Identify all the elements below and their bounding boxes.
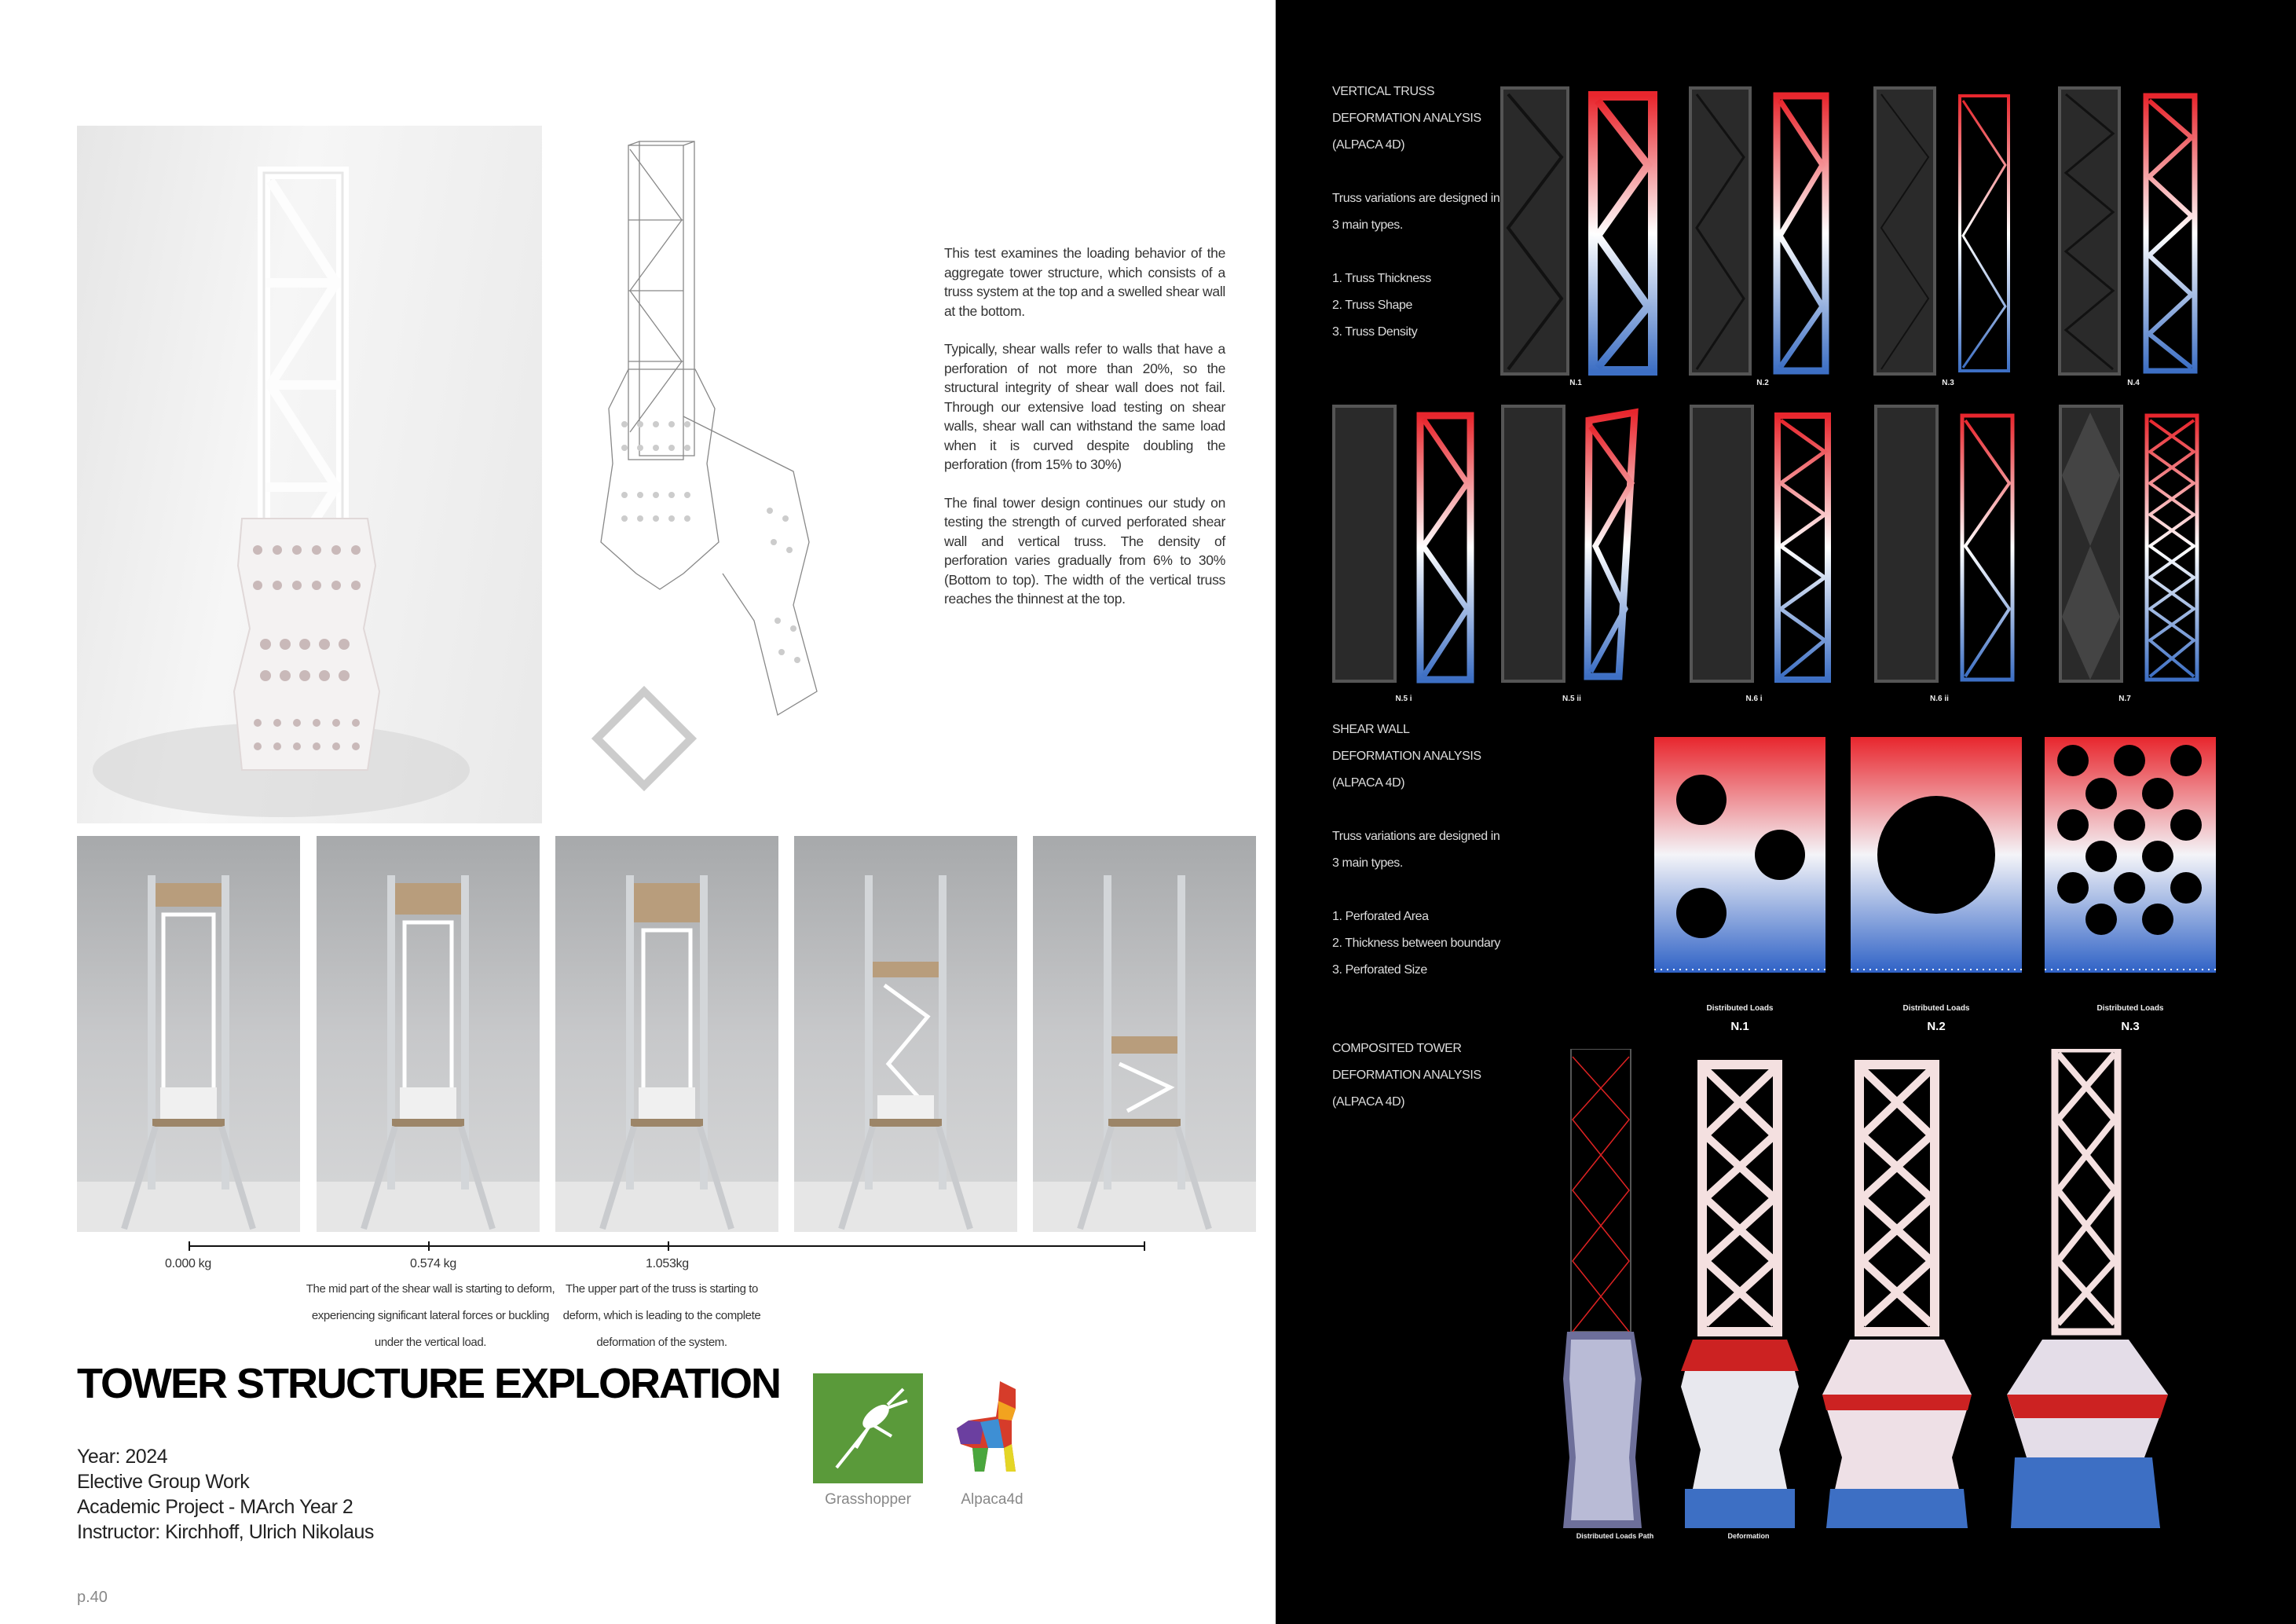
composite-caption-deformation: Deformation	[1727, 1532, 1770, 1540]
grasshopper-label: Grasshopper	[825, 1491, 911, 1508]
truss-label-n4: N.4	[2127, 379, 2140, 387]
load-timeline	[189, 1245, 1145, 1247]
project-info	[77, 1444, 374, 1545]
shear-intro-2: 3 main types.	[1332, 856, 1403, 870]
timeline-tick	[428, 1241, 430, 1251]
load-test-photo-3	[555, 836, 778, 1232]
description-paragraph-3: The final tower design continues our study on testing the strength of curved perforated shear wall and vertical truss. The density of perforation varies gradually from 6% to 30% (Bottom to top). The width of the vertical truss reaches the thinnest at the top.	[944, 494, 1225, 607]
truss-label-n7: N.7	[2118, 695, 2131, 703]
description-paragraph-2: Typically, shear walls refer to walls that have a perforation of not more than 20%, so the structural integrity of shear wall does not fail. Through our extensive load testing on shear walls, shear wall can withstand the same load when it is curved despite doubling the perforation (from 15% to 30%)	[944, 341, 1225, 472]
truss-label-n6i: N.6 i	[1745, 695, 1763, 703]
alpaca-logo-icon	[937, 1373, 1047, 1483]
info-type: Elective Group Work	[77, 1471, 250, 1493]
shear-label-n1: N.1	[1730, 1020, 1749, 1033]
load-test-photo-5	[1033, 836, 1256, 1232]
load-label-0: 0.000 kg	[165, 1257, 211, 1270]
timeline-tick	[1144, 1241, 1145, 1251]
info-year: Year: 2024	[77, 1446, 168, 1468]
truss-heading-3: (ALPACA 4D)	[1332, 138, 1405, 152]
truss-list-3: 3. Truss Density	[1332, 325, 1418, 339]
shear-load-label-1: Distributed Loads	[1706, 1004, 1774, 1013]
composite-heading-2: DEFORMATION ANALYSIS	[1332, 1069, 1481, 1082]
truss-label-n6ii: N.6 ii	[1930, 695, 1949, 703]
shear-section-label	[1332, 717, 1500, 984]
shear-load-label-3: Distributed Loads	[2096, 1004, 2164, 1013]
truss-list-2: 2. Truss Shape	[1332, 299, 1413, 312]
shear-wall-diagrams	[1654, 737, 2220, 973]
load-test-photo-2	[317, 836, 540, 1232]
truss-list-1: 1. Truss Thickness	[1332, 272, 1431, 285]
truss-row-1-diagrams	[1499, 86, 2206, 377]
page-number: p.40	[77, 1589, 108, 1606]
composite-tower-diagrams	[1563, 1049, 2207, 1536]
truss-intro-2: 3 main types.	[1332, 218, 1403, 232]
shear-list-2: 2. Thickness between boundary	[1332, 937, 1501, 950]
truss-label-n1: N.1	[1569, 379, 1582, 387]
timeline-tick	[668, 1241, 669, 1251]
timeline-tick	[189, 1241, 190, 1251]
composite-section-label	[1332, 1036, 1481, 1116]
shear-list-1: 1. Perforated Area	[1332, 910, 1429, 923]
truss-heading-1: VERTICAL TRUSS	[1332, 85, 1435, 98]
description-paragraph-1: This test examines the loading behavior of the aggregate tower structure, which consists of a truss system at the top and a swelled shear wall at the bottom.	[944, 245, 1225, 319]
shear-intro-1: Truss variations are designed in	[1332, 830, 1500, 843]
truss-section-label	[1332, 79, 1500, 346]
shear-heading-3: (ALPACA 4D)	[1332, 776, 1405, 790]
load-label-2: 1.053kg	[646, 1257, 689, 1270]
truss-row-2-diagrams	[1332, 405, 2220, 687]
alpaca-label: Alpaca4d	[961, 1491, 1023, 1508]
shear-label-n3: N.3	[2121, 1020, 2140, 1033]
info-project: Academic Project - MArch Year 2	[77, 1496, 353, 1518]
truss-heading-2: DEFORMATION ANALYSIS	[1332, 112, 1481, 125]
timeline-note-1: The mid part of the shear wall is starting to deform, experiencing significant lateral forces or buckling under the vertical load.	[306, 1282, 555, 1349]
tower-model-photo	[77, 126, 542, 823]
description-text	[944, 244, 1225, 628]
page-title: TOWER STRUCTURE EXPLORATION	[77, 1360, 781, 1407]
shear-heading-2: DEFORMATION ANALYSIS	[1332, 750, 1481, 763]
composite-caption-load-path: Distributed Loads Path	[1576, 1532, 1654, 1540]
load-label-1: 0.574 kg	[410, 1257, 456, 1270]
timeline-note-2: The upper part of the truss is starting to deform, which is leading to the complete deformation of the system.	[562, 1282, 761, 1349]
shear-heading-1: SHEAR WALL	[1332, 723, 1410, 736]
truss-intro-1: Truss variations are designed in	[1332, 192, 1500, 205]
composite-heading-1: COMPOSITED TOWER	[1332, 1042, 1462, 1055]
shear-list-3: 3. Perforated Size	[1332, 963, 1427, 977]
grasshopper-logo-icon	[813, 1373, 923, 1483]
shear-load-label-2: Distributed Loads	[1902, 1004, 1970, 1013]
shear-label-n2: N.2	[1927, 1020, 1946, 1033]
truss-label-n2: N.2	[1756, 379, 1769, 387]
axonometric-drawing	[566, 134, 848, 801]
truss-label-n5ii: N.5 ii	[1562, 695, 1581, 703]
truss-label-n3: N.3	[1942, 379, 1954, 387]
truss-label-n5i: N.5 i	[1395, 695, 1412, 703]
load-test-photo-1	[77, 836, 300, 1232]
info-instructor: Instructor: Kirchhoff, Ulrich Nikolaus	[77, 1521, 374, 1543]
load-test-photo-4	[794, 836, 1017, 1232]
composite-heading-3: (ALPACA 4D)	[1332, 1095, 1405, 1109]
